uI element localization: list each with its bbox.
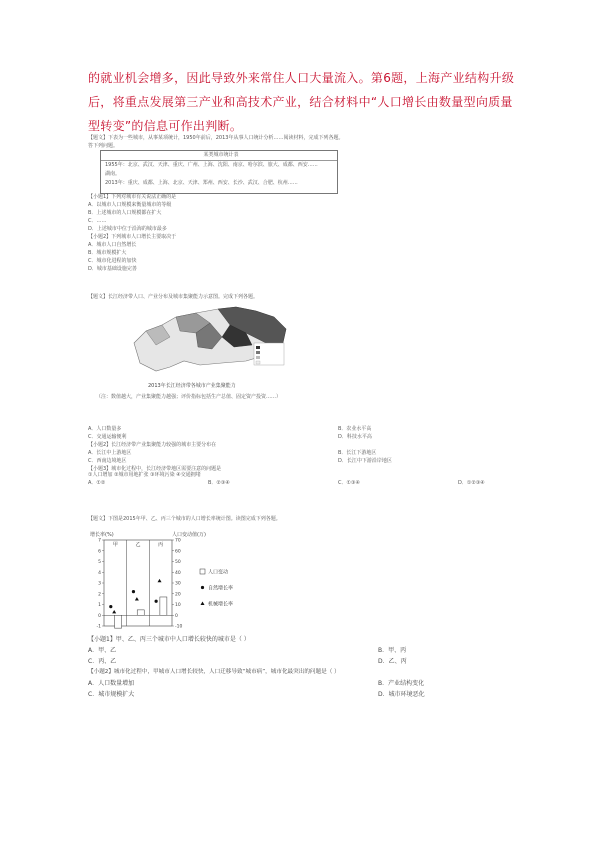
q2-stem-line: 【题文】长江经济带人口、产业分布及城市集聚能力示意图。完成下列各题。 [88,294,259,300]
legend-swatch [201,602,205,606]
question-3-subquestions [88,634,518,700]
point-migration [112,610,116,613]
category-label: 甲 [112,542,118,548]
list-item: 【小题1】下列对城市有关说法正确的是 [88,194,177,200]
list-item: C．…… [88,218,107,224]
option-c[interactable]: C．城市规模扩大 [88,691,135,698]
option-b[interactable]: B．②③④ [208,480,230,486]
city-table-header: 某类城市统计表 [101,151,337,161]
y-right-tick-label: 40 [175,570,181,576]
y-axis-label-right: 人口变动值(万) [172,532,206,538]
legend-swatch [200,569,205,574]
list-item: B．上述城市的人口规模都在扩大 [88,210,162,216]
q3-sub2: 【小题2】城市化过程中，甲城市人口增长较快，人口迁移导致“城市病”，城市化最突出的问题是（ ） [88,669,340,675]
table-row: 湖南。 [105,171,121,177]
option-b[interactable]: B．长江下游地区 [338,450,377,456]
option-d[interactable]: D．长江中下游沿岸地区 [338,458,392,464]
y-axis-label-left: 增长率(%) [90,532,114,538]
question-1-subquestions [88,193,388,273]
option-c[interactable]: C．交通运输便利 [88,434,127,440]
q2-options [88,425,528,485]
bar [115,615,122,628]
y-right-tick-label: 0 [175,613,178,619]
list-item: D．城市基础设施完善 [88,266,137,272]
y-right-tick-label: 30 [175,581,181,587]
list-item: A．以城市人口规模来衡量城市的等级 [88,202,172,208]
list-item: 【小题2】下列城市人口增长主要取决于 [88,234,177,240]
option-c[interactable]: C．丙、乙 [88,658,117,665]
legend-label: 自然增长率 [208,585,234,592]
list-item: A．城市人口自然增长 [88,242,137,248]
option-a[interactable]: A．①② [88,480,106,486]
category-label: 丙 [158,542,164,548]
map-note: （注：数值越大，产业集聚能力越强；评价指标包括生产总值、固定资产投资……） [96,394,282,400]
question-1-stem [88,134,508,150]
q3-sub1: 【小题1】甲、乙、丙三个城市中人口增长较快的城市是（ ） [88,636,250,643]
point-natural [109,605,112,608]
point-natural [155,600,158,603]
category-label: 乙 [135,542,141,548]
y-right-tick-label: 60 [175,549,181,555]
option-d[interactable]: D．科技水平高 [338,434,372,440]
option-b[interactable]: B．产业结构变化 [378,680,425,687]
option-a[interactable]: A．长江中上游地区 [88,450,132,456]
q2-sub3-items: ①人口增加 ②城市用地扩张 ③环境污染 ④交通拥堵 [88,472,201,478]
map-caption: 2013年长江经济带各城市产业集聚能力 [148,383,236,389]
answer-explanation: 的就业机会增多，因此导致外来常住人口大量流入。第6题，上海产业结构升级后，将重点发展第三产业和高技术产业，结合材料中“人口增长由数量型向质量型转变”的信息可作出判断。 [88,71,515,133]
q3-row-opts2b [88,689,518,700]
y-tick-label: 7 [98,538,101,544]
option-c[interactable]: C．西南边境地区 [88,458,127,464]
option-a[interactable]: A．人口数量增加 [88,680,135,687]
question-3-stem: 【题文】下图是2015年甲、乙、丙三个城市的人口增长率统计图。读图完成下列各题。 [88,516,281,522]
point-migration [158,579,162,582]
y-right-tick-label: -10 [175,624,183,630]
y-tick-label: 2 [98,592,101,598]
option-b[interactable]: B．农业水平高 [338,426,372,432]
y-right-tick-label: 70 [175,538,181,544]
table-row: 2013年：重庆、成都、上海、北京、天津、郑州、西安、长沙、武汉、合肥、杭州…… [105,180,298,186]
q3-row-opts2a [88,678,518,689]
city-table [100,150,338,194]
list-item: B．城市规模扩大 [88,250,127,256]
table-row: 1955年：北京、武汉、天津、重庆、广州、上海、沈阳、南京、哈尔滨、旅大、成都、西安…… [105,162,318,168]
option-a[interactable]: A．人口数量多 [88,426,122,432]
q3-row-opts1b [88,656,518,667]
option-a[interactable]: A．甲、乙 [88,647,117,654]
q1-stem-line: 【题文】下表为一些城市，从事某项统计，1950年前后，2013年从事人口统计分析……阅读材料，完成下列各题。 [88,135,344,141]
option-d[interactable]: D．①②③④ [458,480,485,486]
q2-sub3: 【小题3】城市化过程中，长江经济带地区需要注意的问题是 [88,466,222,472]
question-2-stem [88,293,518,301]
y-tick-label: 3 [98,581,101,587]
y-tick-label: 6 [98,549,101,555]
q1-stem-line-2: 答下列问题。 [88,143,119,149]
y-right-tick-label: 10 [175,603,181,609]
option-b[interactable]: B．甲、丙 [378,647,407,654]
point-migration [135,597,139,600]
y-tick-label: -1 [96,624,101,630]
list-item: C．城市化进程的加快 [88,258,137,264]
y-right-tick-label: 50 [175,560,181,566]
list-item: D．上述城市中位于沿海的城市最多 [88,226,167,232]
option-c[interactable]: C．①③④ [338,480,360,486]
population-chart [88,530,258,640]
option-d[interactable]: D．乙、丙 [378,658,407,665]
y-tick-label: 0 [98,613,101,619]
yangtze-map [126,303,290,377]
y-tick-label: 4 [98,570,101,576]
legend-label: 人口变动 [208,569,229,576]
y-tick-label: 1 [98,603,101,609]
q3-row-opts1a [88,645,518,656]
q2-sub2: 【小题2】长江经济带产业集聚能力较强的城市主要分布在 [88,442,217,448]
option-d[interactable]: D．城市环境恶化 [378,691,425,698]
y-tick-label: 5 [98,560,101,566]
legend-label: 机械增长率 [208,601,234,608]
legend-swatch [201,586,204,589]
bar [160,597,167,615]
y-right-tick-label: 20 [175,592,181,598]
point-natural [132,590,135,593]
bar [137,610,144,615]
